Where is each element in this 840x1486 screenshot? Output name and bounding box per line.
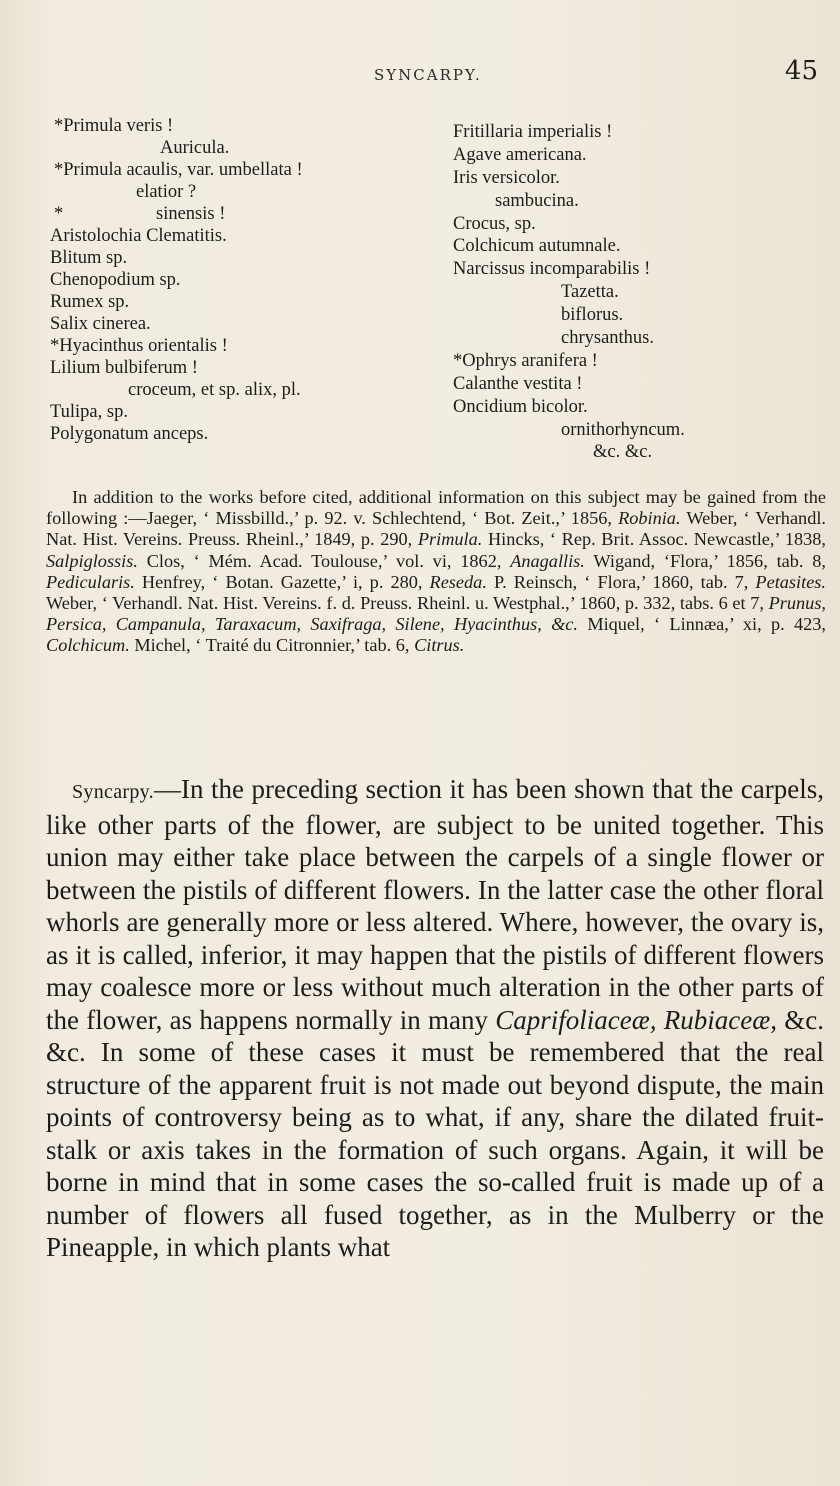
genus-name: Citrus.	[414, 635, 465, 656]
list-item: &c. &c.	[593, 442, 653, 463]
reference-text: Henfrey, ‘ Botan. Gazette,’ i, p. 280,	[134, 571, 430, 592]
list-item: chrysanthus.	[561, 328, 654, 349]
genus-name: Reseda.	[429, 571, 487, 592]
list-item: Tulipa, sp.	[50, 402, 128, 422]
genus-name: Petasites.	[755, 571, 826, 592]
paragraph-text: &c. &c. In some of these cases it must be remembered that the real structure of the apparent fruit is not made out beyond dispute, the main points of controversy being as to what, if any, share the dilated fruit-stalk or axis takes in the formation of such organs. Again, it will be borne in mind that in some cases the so-called fruit is made up of a number of flowers all fused together, as in the Mulberry or the Pineapple, in which plants what	[46, 1004, 824, 1262]
list-item: Agave americana.	[453, 144, 587, 165]
paragraph-text: —In the preceding section it has been shown that the carpels, like other parts of the flower, are subject to be united together. This union may either take place between the carpels of a single flower or between the pistils of different flowers. In the latter case the other floral whorls are generally more or less altered. Where, however, the ovary is, as it is called, inferior, it may happen that the pistils of different flowers may coalesce more or less without much alteration in the other parts of the flower, as happens normally in many	[46, 774, 824, 1035]
syncarpy-paragraph	[46, 773, 824, 1264]
list-item: Narcissus incomparabilis !	[453, 259, 651, 280]
list-item: *Hyacinthus orientalis !	[50, 336, 228, 356]
list-item: elatior ?	[136, 182, 197, 202]
genus-name: Salpiglossis.	[46, 550, 138, 571]
list-item: Polygonatum anceps.	[50, 424, 209, 444]
list-item: *Ophrys aranifera !	[453, 350, 598, 371]
list-item: croceum, et sp. alix, pl.	[128, 380, 301, 400]
reference-text: Wigand, ‘Flora,’ 1856, tab. 8,	[584, 550, 826, 571]
list-item: sinensis !	[156, 204, 226, 224]
list-item: Crocus, sp.	[453, 213, 536, 234]
reference-text: Clos, ‘ Mém. Acad. Toulouse,’ vol. vi, 1862,	[137, 550, 511, 571]
genus-name: Primula.	[417, 529, 483, 550]
list-item: sambucina.	[495, 190, 579, 211]
list-item: Auricula.	[160, 138, 230, 158]
list-item: Tazetta.	[561, 282, 619, 303]
list-item: *Primula veris !	[54, 116, 174, 136]
page-number: 45	[784, 56, 818, 86]
reference-text: Miquel, ‘ Linnæa,’ xi, p. 423,	[578, 614, 826, 635]
list-item: Iris versicolor.	[453, 167, 560, 188]
genus-name: Colchicum.	[46, 635, 130, 656]
list-item: Oncidium bicolor.	[453, 396, 588, 417]
list-item: Aristolochia Clematitis.	[50, 226, 227, 246]
list-item-marker: *	[54, 204, 64, 224]
list-item: Rumex sp.	[50, 292, 130, 312]
genus-name: Prunus, Persica, Campanula, Taraxacum, Saxifraga, Silene, Hyacinthus, &c.	[46, 593, 826, 635]
list-item: Fritillaria imperialis !	[453, 122, 613, 142]
references-paragraph	[46, 487, 826, 657]
reference-text: Hincks, ‘ Rep. Brit. Assoc. Newcastle,’ 1838,	[482, 529, 826, 550]
list-item: Calanthe vestita !	[453, 373, 583, 394]
list-item: *Primula acaulis, var. umbellata !	[54, 160, 303, 180]
reference-text: Weber, ‘ Verhandl. Nat. Hist. Vereins. Preuss. Rheinl.,’ 1849, p. 290,	[46, 508, 826, 550]
reference-text: Michel, ‘ Traité du Citronnier,’ tab. 6,	[129, 635, 415, 656]
list-item: Blitum sp.	[50, 248, 128, 268]
list-item: biflorus.	[561, 305, 624, 326]
genus-name: Anagallis.	[510, 550, 585, 571]
genus-name: Robinia.	[618, 508, 681, 529]
list-item: ornithorhyncum.	[561, 419, 685, 440]
reference-text: P. Reinsch, ‘ Flora,’ 1860, tab. 7,	[486, 571, 756, 592]
list-item: Chenopodium sp.	[50, 270, 181, 290]
running-title: SYNCARPY.	[374, 66, 482, 84]
species-list-right	[453, 121, 823, 464]
list-item: Colchicum autumnale.	[453, 236, 621, 257]
species-list-left	[50, 115, 440, 445]
reference-text: Weber, ‘ Verhandl. Nat. Hist. Vereins. f. d. Preuss. Rheinl. u. Westphal.,’ 1860, p. 332, tabs. 6 et 7,	[46, 593, 769, 614]
list-item: Lilium bulbiferum !	[50, 358, 198, 378]
list-item: Salix cinerea.	[50, 314, 151, 334]
genus-name: Pedicularis.	[46, 571, 135, 592]
family-names: Caprifoliaceæ, Rubiaceæ,	[495, 1004, 777, 1035]
page-header	[0, 56, 840, 94]
reference-text: In addition to the works before cited, additional information on this subject may be gained from the following :—Jaeger, ‘ Missbilld.,’ p. 92. v. Schlechtend, ‘ Bot. Zeit.,’ 1856,	[46, 487, 826, 529]
section-heading: Syncarpy.	[72, 781, 154, 803]
